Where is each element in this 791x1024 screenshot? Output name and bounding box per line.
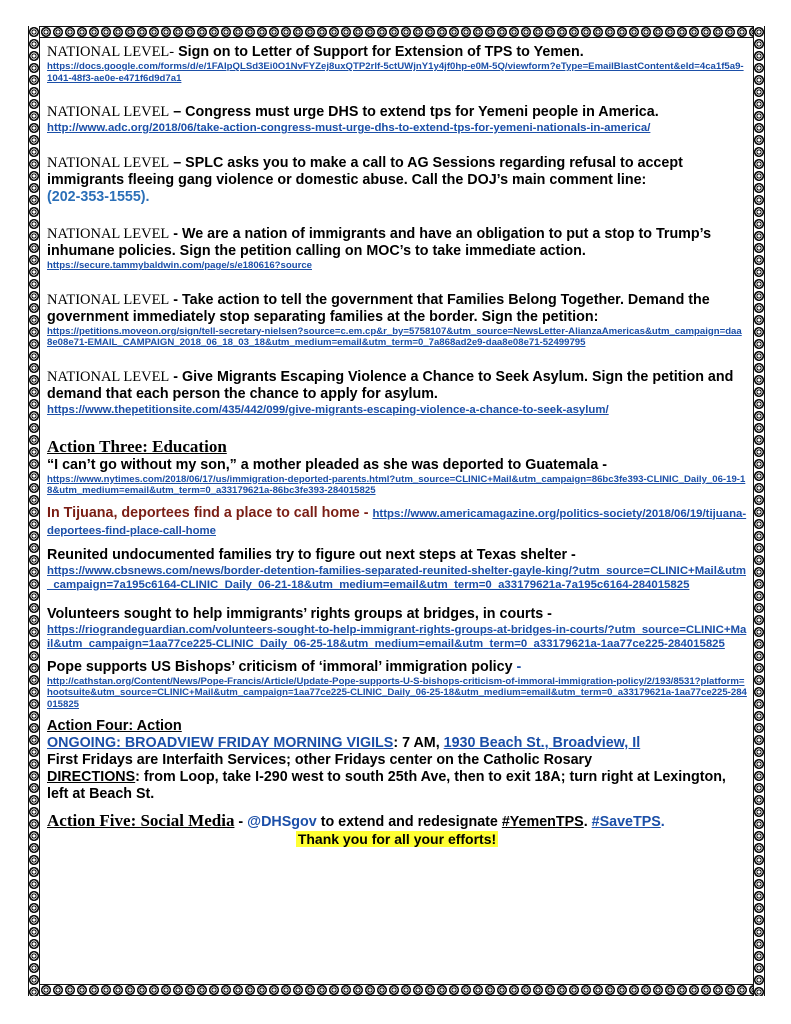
section-heading: Action Five: Social Media — [47, 811, 235, 830]
article-link[interactable]: https://riograndeguardian.com/volunteers-sought-to-help-immigrant-rights-groups-at-bridges-in-courts/?utm_source=CLINIC+Mail&utm_campaign=1aa77ce225-CLINIC_Daily_06-25-18&utm_medium=email&utm_term=0_a33179621a-1aa77ce225-284015825 — [47, 623, 747, 650]
national-link[interactable]: https://www.thepetitionsite.com/435/442/099/give-migrants-escaping-violence-a-chance-to-seek-asylum/ — [47, 403, 609, 416]
action-four-section — [47, 718, 747, 803]
article-dash: - — [512, 658, 522, 675]
national-prefix: NATIONAL LEVEL — [47, 226, 170, 242]
thanks-highlight: Thank you for all your efforts! — [297, 831, 497, 847]
border-right — [753, 26, 765, 996]
national-item-5 — [47, 292, 747, 349]
national-item-6 — [47, 369, 747, 417]
national-text: - Take action to tell the government that Families Belong Together. Demand the government immediately stop separating families at the border. Sign the petition: — [47, 291, 710, 325]
directions-label: DIRECTIONS — [47, 769, 136, 785]
page-content — [47, 44, 747, 849]
article-title: Volunteers sought to help immigrants’ rights groups at bridges, in courts - — [47, 605, 552, 622]
article-title: Pope supports US Bishops’ criticism of ‘immoral’ immigration policy — [47, 658, 513, 675]
national-text: – SPLC asks you to make a call to AG Sessions regarding refusal to accept immigrants fleeing gang violence or domestic abuse. Call the DOJ’s main comment line: — [47, 155, 683, 188]
national-text: Sign on to Letter of Support for Extension of TPS to Yemen. — [174, 44, 584, 60]
colon: : — [393, 735, 399, 751]
hashtag-yementps[interactable]: #YemenTPS — [501, 814, 584, 830]
handle-link[interactable]: @DHSgov — [247, 814, 317, 830]
national-text: - Give Migrants Escaping Violence a Chance to Seek Asylum. Sign the petition and demand that each person the chance to apply for asylum. — [47, 368, 734, 402]
national-link[interactable]: https://petitions.moveon.org/sign/tell-secretary-nielsen?source=c.em.cp&r_by=5758107&utm_source=NewsLetter-AlianzaAmericas&utm_campaign=daa8e08e71-EMAIL_CAMPAIGN_2018_06_18_03_18&utm_medium=email&utm_term=0_7a868ad2e9-daa8e08e71-52499795 — [47, 325, 742, 348]
vigil-time: 7 AM, — [398, 735, 444, 751]
national-prefix: NATIONAL LEVEL — [47, 155, 170, 171]
social-text: to extend and redesignate — [316, 814, 502, 830]
article-item — [47, 505, 747, 539]
article-title: Reunited undocumented families try to figure out next steps at Texas shelter - — [47, 546, 576, 563]
article-link[interactable]: https://www.nytimes.com/2018/06/17/us/immigration-deported-parents.html?utm_source=CLINIC+Mail&utm_campaign=86bc3fe393-CLINIC_Daily_06-19-18&utm_medium=email&utm_term=0_a33179621a-86bc3fe393-284015825 — [47, 473, 746, 496]
action-five-section — [47, 811, 747, 849]
directions-text: : from Loop, take I-290 west to south 25th Ave, then to exit 18A; turn right at Lexington, left at Beach St. — [47, 769, 726, 802]
vigil-link[interactable]: ONGOING: BROADVIEW FRIDAY MORNING VIGILS — [47, 735, 394, 751]
dash: - — [234, 814, 248, 830]
article-link[interactable]: http://cathstan.org/Content/News/Pope-Francis/Article/Update-Pope-supports-U-S-bishops-criticism-of-immoral-immigration-policy/2/193/8531?platform=hootsuite&utm_source=CLINIC+Mail&utm_campaign=1aa77ce225-CLINIC_Daily_06-25-18&utm_medium=email&utm_term=0_a33179621a-1aa77ce225-284015825 — [47, 675, 747, 710]
national-prefix: NATIONAL LEVEL — [47, 291, 170, 308]
article-link[interactable]: https://www.cbsnews.com/news/border-detention-families-separated-reunited-shelter-gayle-king/?utm_source=CLINIC+Mail&utm_campaign=7a195c6164-CLINIC_Daily_06-21-18&utm_medium=email&utm_term=0_a33179621a-7a195c6164-284015825 — [47, 564, 746, 591]
national-prefix: NATIONAL LEVEL — [47, 104, 170, 120]
article-link[interactable]: https://www.americamagazine.org/politics-society/2018/06/19/tijuana-deportees-find-place-call-home — [47, 507, 747, 537]
national-item-3 — [47, 155, 747, 206]
national-prefix: NATIONAL LEVEL- — [47, 44, 175, 60]
national-link[interactable]: http://www.adc.org/2018/06/take-action-congress-must-urge-dhs-to-extend-tps-for-yemeni-nationals-in-america/ — [47, 122, 651, 134]
article-title: “I can’t go without my son,” a mother pleaded as she was deported to Guatemala - — [47, 456, 608, 473]
address-link[interactable]: 1930 Beach St., Broadview, Il — [443, 735, 641, 751]
national-prefix: NATIONAL LEVEL — [47, 368, 170, 385]
border-top — [28, 26, 765, 38]
article-item — [47, 659, 747, 711]
vigil-note: First Fridays are Interfaith Services; other Fridays center on the Catholic Rosary — [47, 752, 593, 768]
article-item — [47, 547, 747, 592]
border-left — [28, 26, 40, 996]
national-text: - We are a nation of immigrants and have an obligation to put a stop to Trump’s inhumane policies. Sign the petition calling on MOC’s to take immediate action. — [47, 226, 712, 259]
punct: . — [660, 814, 665, 830]
section-heading: Action Three: Education — [47, 436, 227, 456]
article-item — [47, 457, 747, 497]
article-title: In Tijuana, deportees find a place to call home - — [47, 504, 373, 521]
phone-number: (202-353-1555). — [47, 189, 150, 205]
national-text: – Congress must urge DHS to extend tps for Yemeni people in America. — [169, 104, 659, 120]
border-bottom — [28, 984, 765, 996]
article-item — [47, 606, 747, 651]
national-item-4 — [47, 226, 747, 272]
national-link[interactable]: https://secure.tammybaldwin.com/page/s/e180616?source — [47, 260, 312, 271]
punct: . — [583, 814, 592, 830]
section-heading: Action Four: Action — [47, 718, 182, 734]
action-three-section — [47, 437, 747, 711]
national-item-1 — [47, 44, 747, 84]
national-item-2 — [47, 104, 747, 135]
national-link[interactable]: https://docs.google.com/forms/d/e/1FAIpQLSd3Ei0O1NvFYZej8uxQTP2rlf-5ctUWjnY1y4jf0hp-e0M-5Q/viewform?eType=EmailBlastContent&eId=4ca1f5a9-1041-48f3-ae0e-e471f6d9d7a1 — [47, 61, 744, 84]
hashtag-savetps[interactable]: #SaveTPS — [591, 814, 661, 830]
